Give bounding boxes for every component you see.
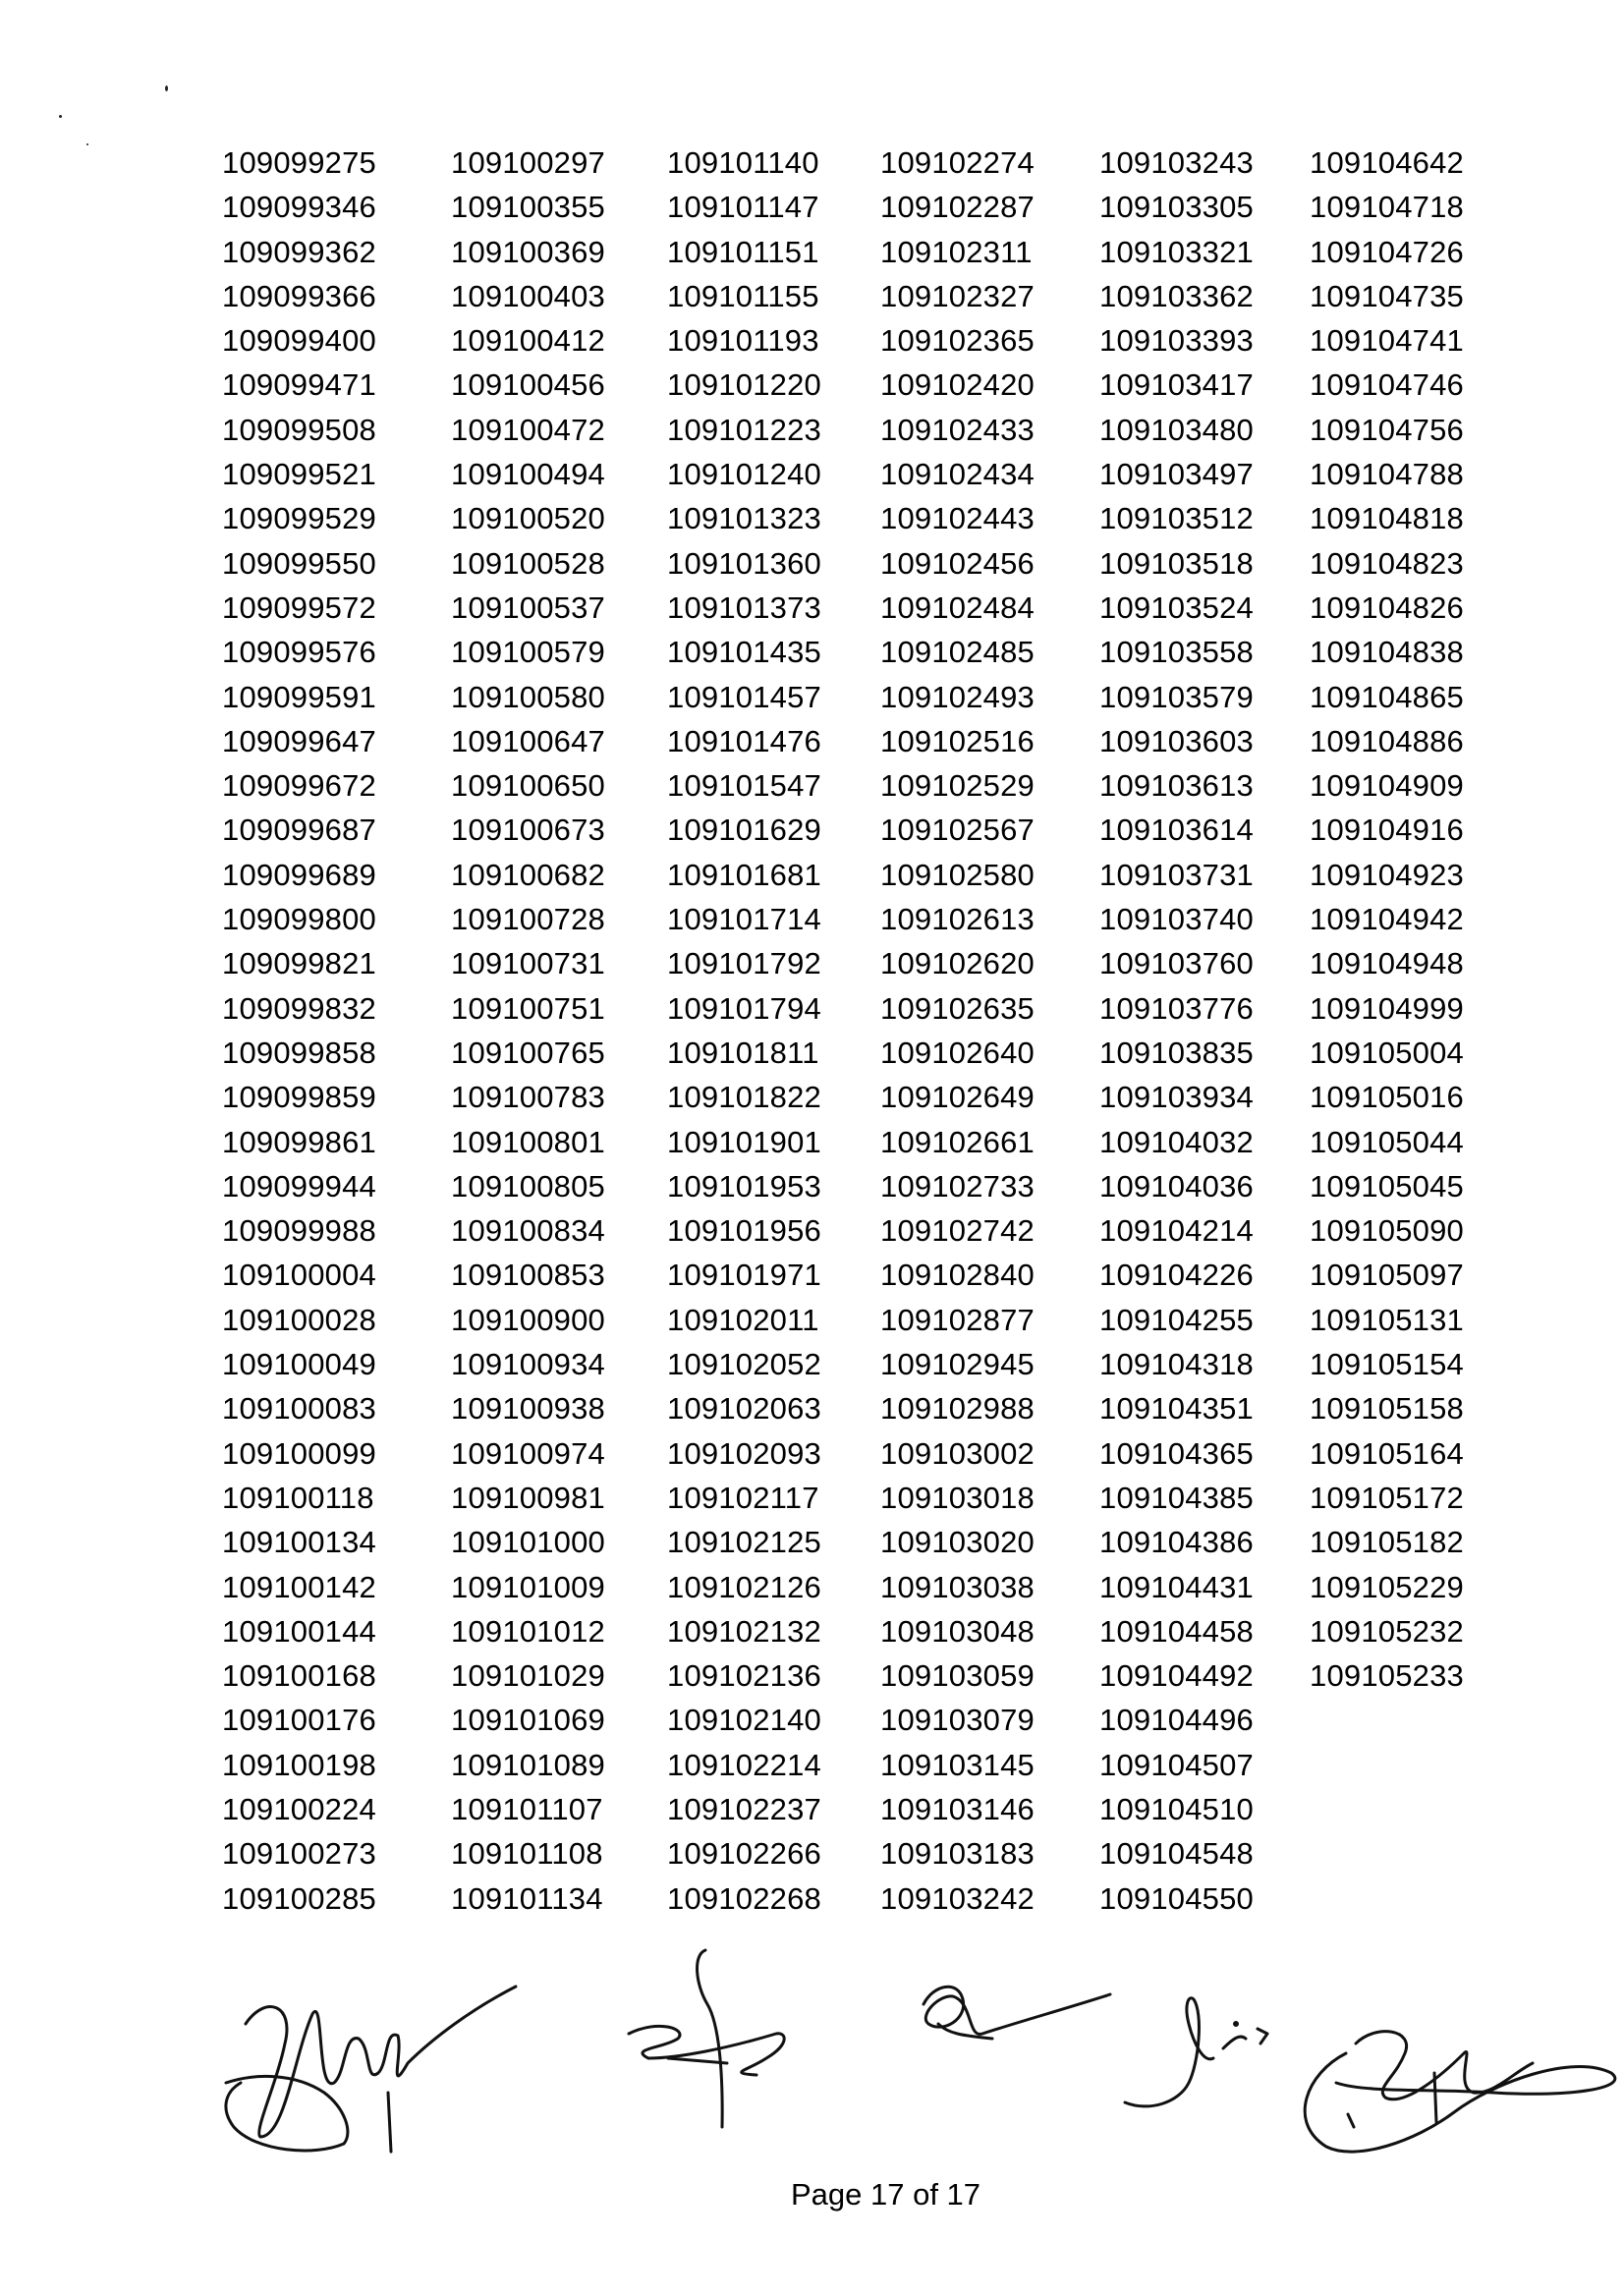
signature-3 — [924, 1987, 1110, 2039]
table-cell: 109103145 — [880, 1747, 1035, 1782]
table-cell: 109099647 — [222, 723, 376, 758]
table-cell: 109101089 — [451, 1747, 605, 1782]
scan-speck — [59, 115, 62, 118]
table-cell: 109099366 — [222, 278, 376, 313]
table-cell: 109104386 — [1099, 1525, 1254, 1560]
signature-1 — [226, 1987, 516, 2152]
table-cell: 109100083 — [222, 1391, 376, 1427]
table-column — [1310, 140, 1464, 1698]
table-cell: 109102274 — [880, 145, 1035, 180]
table-cell: 109103558 — [1099, 635, 1254, 670]
table-cell: 109103760 — [1099, 946, 1254, 981]
table-cell: 109102268 — [667, 1880, 821, 1916]
table-cell: 109101629 — [667, 812, 821, 848]
table-cell: 109104886 — [1310, 723, 1464, 758]
table-cell: 109100198 — [222, 1747, 376, 1782]
table-cell: 109101435 — [667, 635, 821, 670]
table-cell: 109102433 — [880, 412, 1035, 447]
signature-5 — [1305, 2032, 1615, 2152]
table-cell: 109099275 — [222, 145, 376, 180]
table-cell: 109104365 — [1099, 1435, 1254, 1471]
table-cell: 109100765 — [451, 1035, 605, 1070]
table-column — [451, 140, 605, 1921]
table-cell: 109103183 — [880, 1836, 1035, 1872]
table-cell: 109099529 — [222, 501, 376, 536]
table-cell: 109101108 — [451, 1836, 603, 1872]
table-cell: 109102840 — [880, 1258, 1035, 1293]
table-column — [667, 140, 821, 1921]
table-cell: 109104916 — [1310, 812, 1464, 848]
table-cell: 109100801 — [451, 1124, 605, 1159]
table-cell: 109103613 — [1099, 768, 1254, 804]
table-cell: 109100472 — [451, 412, 605, 447]
table-cell: 109104255 — [1099, 1302, 1254, 1337]
table-cell: 109100403 — [451, 278, 605, 313]
table-cell: 109101476 — [667, 723, 821, 758]
table-cell: 109103524 — [1099, 589, 1254, 625]
table-cell: 109102640 — [880, 1035, 1035, 1070]
table-cell: 109103497 — [1099, 457, 1254, 492]
table-cell: 109101151 — [667, 234, 819, 269]
table-cell: 109101012 — [451, 1613, 605, 1649]
table-cell: 109104431 — [1099, 1569, 1254, 1604]
table-cell: 109101373 — [667, 589, 821, 625]
table-cell: 109100224 — [222, 1791, 376, 1826]
table-cell: 109105158 — [1310, 1391, 1464, 1427]
table-cell: 109104550 — [1099, 1880, 1254, 1916]
table-cell: 109102529 — [880, 768, 1035, 804]
table-cell: 109101155 — [667, 278, 819, 313]
table-cell: 109100520 — [451, 501, 605, 536]
table-cell: 109100974 — [451, 1435, 605, 1471]
table-cell: 109102484 — [880, 589, 1035, 625]
table-cell: 109102516 — [880, 723, 1035, 758]
table-cell: 109102742 — [880, 1213, 1035, 1249]
table-cell: 109104948 — [1310, 946, 1464, 981]
table-cell: 109102214 — [667, 1747, 821, 1782]
table-cell: 109100938 — [451, 1391, 605, 1427]
table-cell: 109099471 — [222, 367, 376, 403]
scan-speck — [165, 85, 168, 91]
table-cell: 109105016 — [1310, 1080, 1464, 1115]
table-cell: 109099550 — [222, 545, 376, 581]
table-cell: 109102649 — [880, 1080, 1035, 1115]
table-cell: 109102266 — [667, 1836, 821, 1872]
table-cell: 109099572 — [222, 589, 376, 625]
table-cell: 109100369 — [451, 234, 605, 269]
table-cell: 109104036 — [1099, 1168, 1254, 1204]
table-column — [880, 140, 1035, 1921]
table-cell: 109100285 — [222, 1880, 376, 1916]
table-cell: 109103740 — [1099, 902, 1254, 937]
table-cell: 109102052 — [667, 1347, 821, 1382]
table-cell: 109104642 — [1310, 145, 1464, 180]
table-cell: 109105229 — [1310, 1569, 1464, 1604]
table-cell: 109101107 — [451, 1791, 603, 1826]
scan-speck — [86, 143, 88, 145]
table-cell: 109101147 — [667, 190, 819, 225]
table-cell: 109101323 — [667, 501, 821, 536]
table-cell: 109103146 — [880, 1791, 1035, 1826]
table-cell: 109103512 — [1099, 501, 1254, 536]
table-cell: 109103835 — [1099, 1035, 1254, 1070]
table-cell: 109102311 — [880, 234, 1033, 269]
table-cell: 109099821 — [222, 946, 376, 981]
table-cell: 109100176 — [222, 1703, 376, 1738]
table-cell: 109100142 — [222, 1569, 376, 1604]
table-cell: 109099687 — [222, 812, 376, 848]
table-cell: 109101792 — [667, 946, 821, 981]
table-cell: 109102420 — [880, 367, 1035, 403]
table-cell: 109100900 — [451, 1302, 605, 1337]
table-cell: 109100028 — [222, 1302, 376, 1337]
table-cell: 109102126 — [667, 1569, 821, 1604]
table-cell: 109102365 — [880, 323, 1035, 359]
table-cell: 109100456 — [451, 367, 605, 403]
table-column — [1099, 140, 1254, 1921]
table-cell: 109100751 — [451, 990, 605, 1026]
table-cell: 109103079 — [880, 1703, 1035, 1738]
table-cell: 109101457 — [667, 679, 821, 714]
table-cell: 109100579 — [451, 635, 605, 670]
table-cell: 109104838 — [1310, 635, 1464, 670]
table-cell: 109101240 — [667, 457, 821, 492]
table-cell: 109100134 — [222, 1525, 376, 1560]
table-cell: 109101360 — [667, 545, 821, 581]
page-number: Page 17 of 17 — [790, 2177, 981, 2212]
table-cell: 109103934 — [1099, 1080, 1254, 1115]
table-cell: 109102635 — [880, 990, 1035, 1026]
table-cell: 109102456 — [880, 545, 1035, 581]
table-cell: 109100580 — [451, 679, 605, 714]
table-cell: 109100650 — [451, 768, 605, 804]
table-cell: 109102237 — [667, 1791, 821, 1826]
table-cell: 109104823 — [1310, 545, 1464, 581]
table-cell: 109100355 — [451, 190, 605, 225]
table-cell: 109102613 — [880, 902, 1035, 937]
table-cell: 109104788 — [1310, 457, 1464, 492]
table-cell: 109105045 — [1310, 1168, 1464, 1204]
table-cell: 109101681 — [667, 857, 821, 892]
table-cell: 109102136 — [667, 1658, 821, 1694]
table-cell: 109100297 — [451, 145, 605, 180]
table-cell: 109099400 — [222, 323, 376, 359]
signature-area — [0, 1926, 1624, 2181]
table-cell: 109099521 — [222, 457, 376, 492]
table-cell: 109102988 — [880, 1391, 1035, 1427]
table-cell: 109100049 — [222, 1347, 376, 1382]
table-cell: 109101029 — [451, 1658, 605, 1694]
table-cell: 109102877 — [880, 1302, 1035, 1337]
signatures-drawing — [0, 1926, 1624, 2181]
table-cell: 109100647 — [451, 723, 605, 758]
table-cell: 109099944 — [222, 1168, 376, 1204]
table-cell: 109100528 — [451, 545, 605, 581]
table-cell: 109103242 — [880, 1880, 1035, 1916]
table-cell: 109099508 — [222, 412, 376, 447]
table-cell: 109102661 — [880, 1124, 1035, 1159]
table-cell: 109103776 — [1099, 990, 1254, 1026]
table-cell: 109104496 — [1099, 1703, 1254, 1738]
table-cell: 109102434 — [880, 457, 1035, 492]
table-cell: 109100494 — [451, 457, 605, 492]
table-cell: 109100673 — [451, 812, 605, 848]
table-cell: 109103362 — [1099, 278, 1254, 313]
table-cell: 109102287 — [880, 190, 1035, 225]
table-cell: 109102567 — [880, 812, 1035, 848]
table-cell: 109102327 — [880, 278, 1035, 313]
table-cell: 109099362 — [222, 234, 376, 269]
table-cell: 109102093 — [667, 1435, 821, 1471]
table-cell: 109104351 — [1099, 1391, 1254, 1427]
table-cell: 109103579 — [1099, 679, 1254, 714]
table-cell: 109101953 — [667, 1168, 821, 1204]
table-cell: 109104032 — [1099, 1124, 1254, 1159]
table-cell: 109101901 — [667, 1124, 821, 1159]
table-cell: 109101794 — [667, 990, 821, 1026]
table-cell: 109100981 — [451, 1480, 605, 1515]
table-cell: 109104510 — [1099, 1791, 1254, 1826]
table-cell: 109105154 — [1310, 1347, 1464, 1382]
table-cell: 109099861 — [222, 1124, 376, 1159]
table-cell: 109101000 — [451, 1525, 605, 1560]
table-cell: 109100783 — [451, 1080, 605, 1115]
table-cell: 109100731 — [451, 946, 605, 981]
table-cell: 109102580 — [880, 857, 1035, 892]
table-cell: 109102132 — [667, 1613, 821, 1649]
table-cell: 109101220 — [667, 367, 821, 403]
table-cell: 109101134 — [451, 1880, 603, 1916]
table-cell: 109100004 — [222, 1258, 376, 1293]
table-cell: 109105233 — [1310, 1658, 1464, 1694]
table-cell: 109104226 — [1099, 1258, 1254, 1293]
table-cell: 109100412 — [451, 323, 605, 359]
table-cell: 109099346 — [222, 190, 376, 225]
table-cell: 109102945 — [880, 1347, 1035, 1382]
table-cell: 109101009 — [451, 1569, 605, 1604]
table-cell: 109100168 — [222, 1658, 376, 1694]
table-cell: 109100934 — [451, 1347, 605, 1382]
table-cell: 109103243 — [1099, 145, 1254, 180]
table-cell: 109105172 — [1310, 1480, 1464, 1515]
table-cell: 109103480 — [1099, 412, 1254, 447]
table-cell: 109103603 — [1099, 723, 1254, 758]
table-cell: 109101223 — [667, 412, 821, 447]
table-cell: 109103048 — [880, 1613, 1035, 1649]
table-cell: 109104741 — [1310, 323, 1464, 359]
table-cell: 109099988 — [222, 1213, 376, 1249]
table-cell: 109103020 — [880, 1525, 1035, 1560]
table-column — [222, 140, 376, 1921]
table-cell: 109099689 — [222, 857, 376, 892]
table-cell: 109104492 — [1099, 1658, 1254, 1694]
table-cell: 109099672 — [222, 768, 376, 804]
table-cell: 109105044 — [1310, 1124, 1464, 1159]
table-cell: 109104507 — [1099, 1747, 1254, 1782]
table-cell: 109103305 — [1099, 190, 1254, 225]
table-cell: 109104756 — [1310, 412, 1464, 447]
table-cell: 109101714 — [667, 902, 821, 937]
table-cell: 109102140 — [667, 1703, 821, 1738]
table-cell: 109104923 — [1310, 857, 1464, 892]
table-cell: 109104999 — [1310, 990, 1464, 1026]
table-cell: 109100144 — [222, 1613, 376, 1649]
table-cell: 109104548 — [1099, 1836, 1254, 1872]
table-cell: 109103321 — [1099, 234, 1254, 269]
table-cell: 109101956 — [667, 1213, 821, 1249]
table-cell: 109104735 — [1310, 278, 1464, 313]
table-cell: 109103018 — [880, 1480, 1035, 1515]
table-cell: 109099576 — [222, 635, 376, 670]
table-cell: 109101811 — [667, 1035, 819, 1070]
signature-4 — [1125, 1998, 1267, 2106]
table-cell: 109101069 — [451, 1703, 605, 1738]
table-cell: 109105004 — [1310, 1035, 1464, 1070]
table-cell: 109103518 — [1099, 545, 1254, 581]
table-cell: 109105131 — [1310, 1302, 1464, 1337]
table-cell: 109105232 — [1310, 1613, 1464, 1649]
signature-2 — [629, 1950, 784, 2127]
table-cell: 109104818 — [1310, 501, 1464, 536]
table-cell: 109103417 — [1099, 367, 1254, 403]
table-cell: 109101193 — [667, 323, 819, 359]
table-cell: 109101547 — [667, 768, 821, 804]
table-cell: 109105097 — [1310, 1258, 1464, 1293]
table-cell: 109100099 — [222, 1435, 376, 1471]
table-cell: 109099591 — [222, 679, 376, 714]
table-cell: 109104865 — [1310, 679, 1464, 714]
table-cell: 109102117 — [667, 1480, 819, 1515]
table-cell: 109103002 — [880, 1435, 1035, 1471]
table-cell: 109100853 — [451, 1258, 605, 1293]
table-cell: 109104746 — [1310, 367, 1464, 403]
table-cell: 109099859 — [222, 1080, 376, 1115]
table-cell: 109102063 — [667, 1391, 821, 1427]
table-cell: 109105182 — [1310, 1525, 1464, 1560]
table-cell: 109100537 — [451, 589, 605, 625]
table-cell: 109104909 — [1310, 768, 1464, 804]
table-cell: 109103059 — [880, 1658, 1035, 1694]
table-cell: 109104214 — [1099, 1213, 1254, 1249]
table-cell: 109104726 — [1310, 234, 1464, 269]
table-cell: 109103393 — [1099, 323, 1254, 359]
table-cell: 109099832 — [222, 990, 376, 1026]
table-cell: 109105090 — [1310, 1213, 1464, 1249]
table-cell: 109099800 — [222, 902, 376, 937]
table-cell: 109099858 — [222, 1035, 376, 1070]
table-cell: 109100805 — [451, 1168, 605, 1204]
table-cell: 109101971 — [667, 1258, 821, 1293]
table-cell: 109104826 — [1310, 589, 1464, 625]
table-cell: 109104458 — [1099, 1613, 1254, 1649]
table-cell: 109101822 — [667, 1080, 821, 1115]
table-cell: 109102733 — [880, 1168, 1035, 1204]
table-cell: 109104385 — [1099, 1480, 1254, 1515]
table-cell: 109100834 — [451, 1213, 605, 1249]
table-cell: 109103614 — [1099, 812, 1254, 848]
table-cell: 109102493 — [880, 679, 1035, 714]
table-cell: 109102443 — [880, 501, 1035, 536]
table-cell: 109102125 — [667, 1525, 821, 1560]
table-cell: 109100273 — [222, 1836, 376, 1872]
table-cell: 109102485 — [880, 635, 1035, 670]
table-cell: 109102011 — [667, 1302, 819, 1337]
table-cell: 109101140 — [667, 145, 819, 180]
table-cell: 109100118 — [222, 1480, 374, 1515]
table-cell: 109100682 — [451, 857, 605, 892]
table-cell: 109103038 — [880, 1569, 1035, 1604]
table-cell: 109104942 — [1310, 902, 1464, 937]
table-cell: 109100728 — [451, 902, 605, 937]
table-cell: 109104318 — [1099, 1347, 1254, 1382]
table-cell: 109105164 — [1310, 1435, 1464, 1471]
table-cell: 109103731 — [1099, 857, 1254, 892]
table-cell: 109104718 — [1310, 190, 1464, 225]
table-cell: 109102620 — [880, 946, 1035, 981]
